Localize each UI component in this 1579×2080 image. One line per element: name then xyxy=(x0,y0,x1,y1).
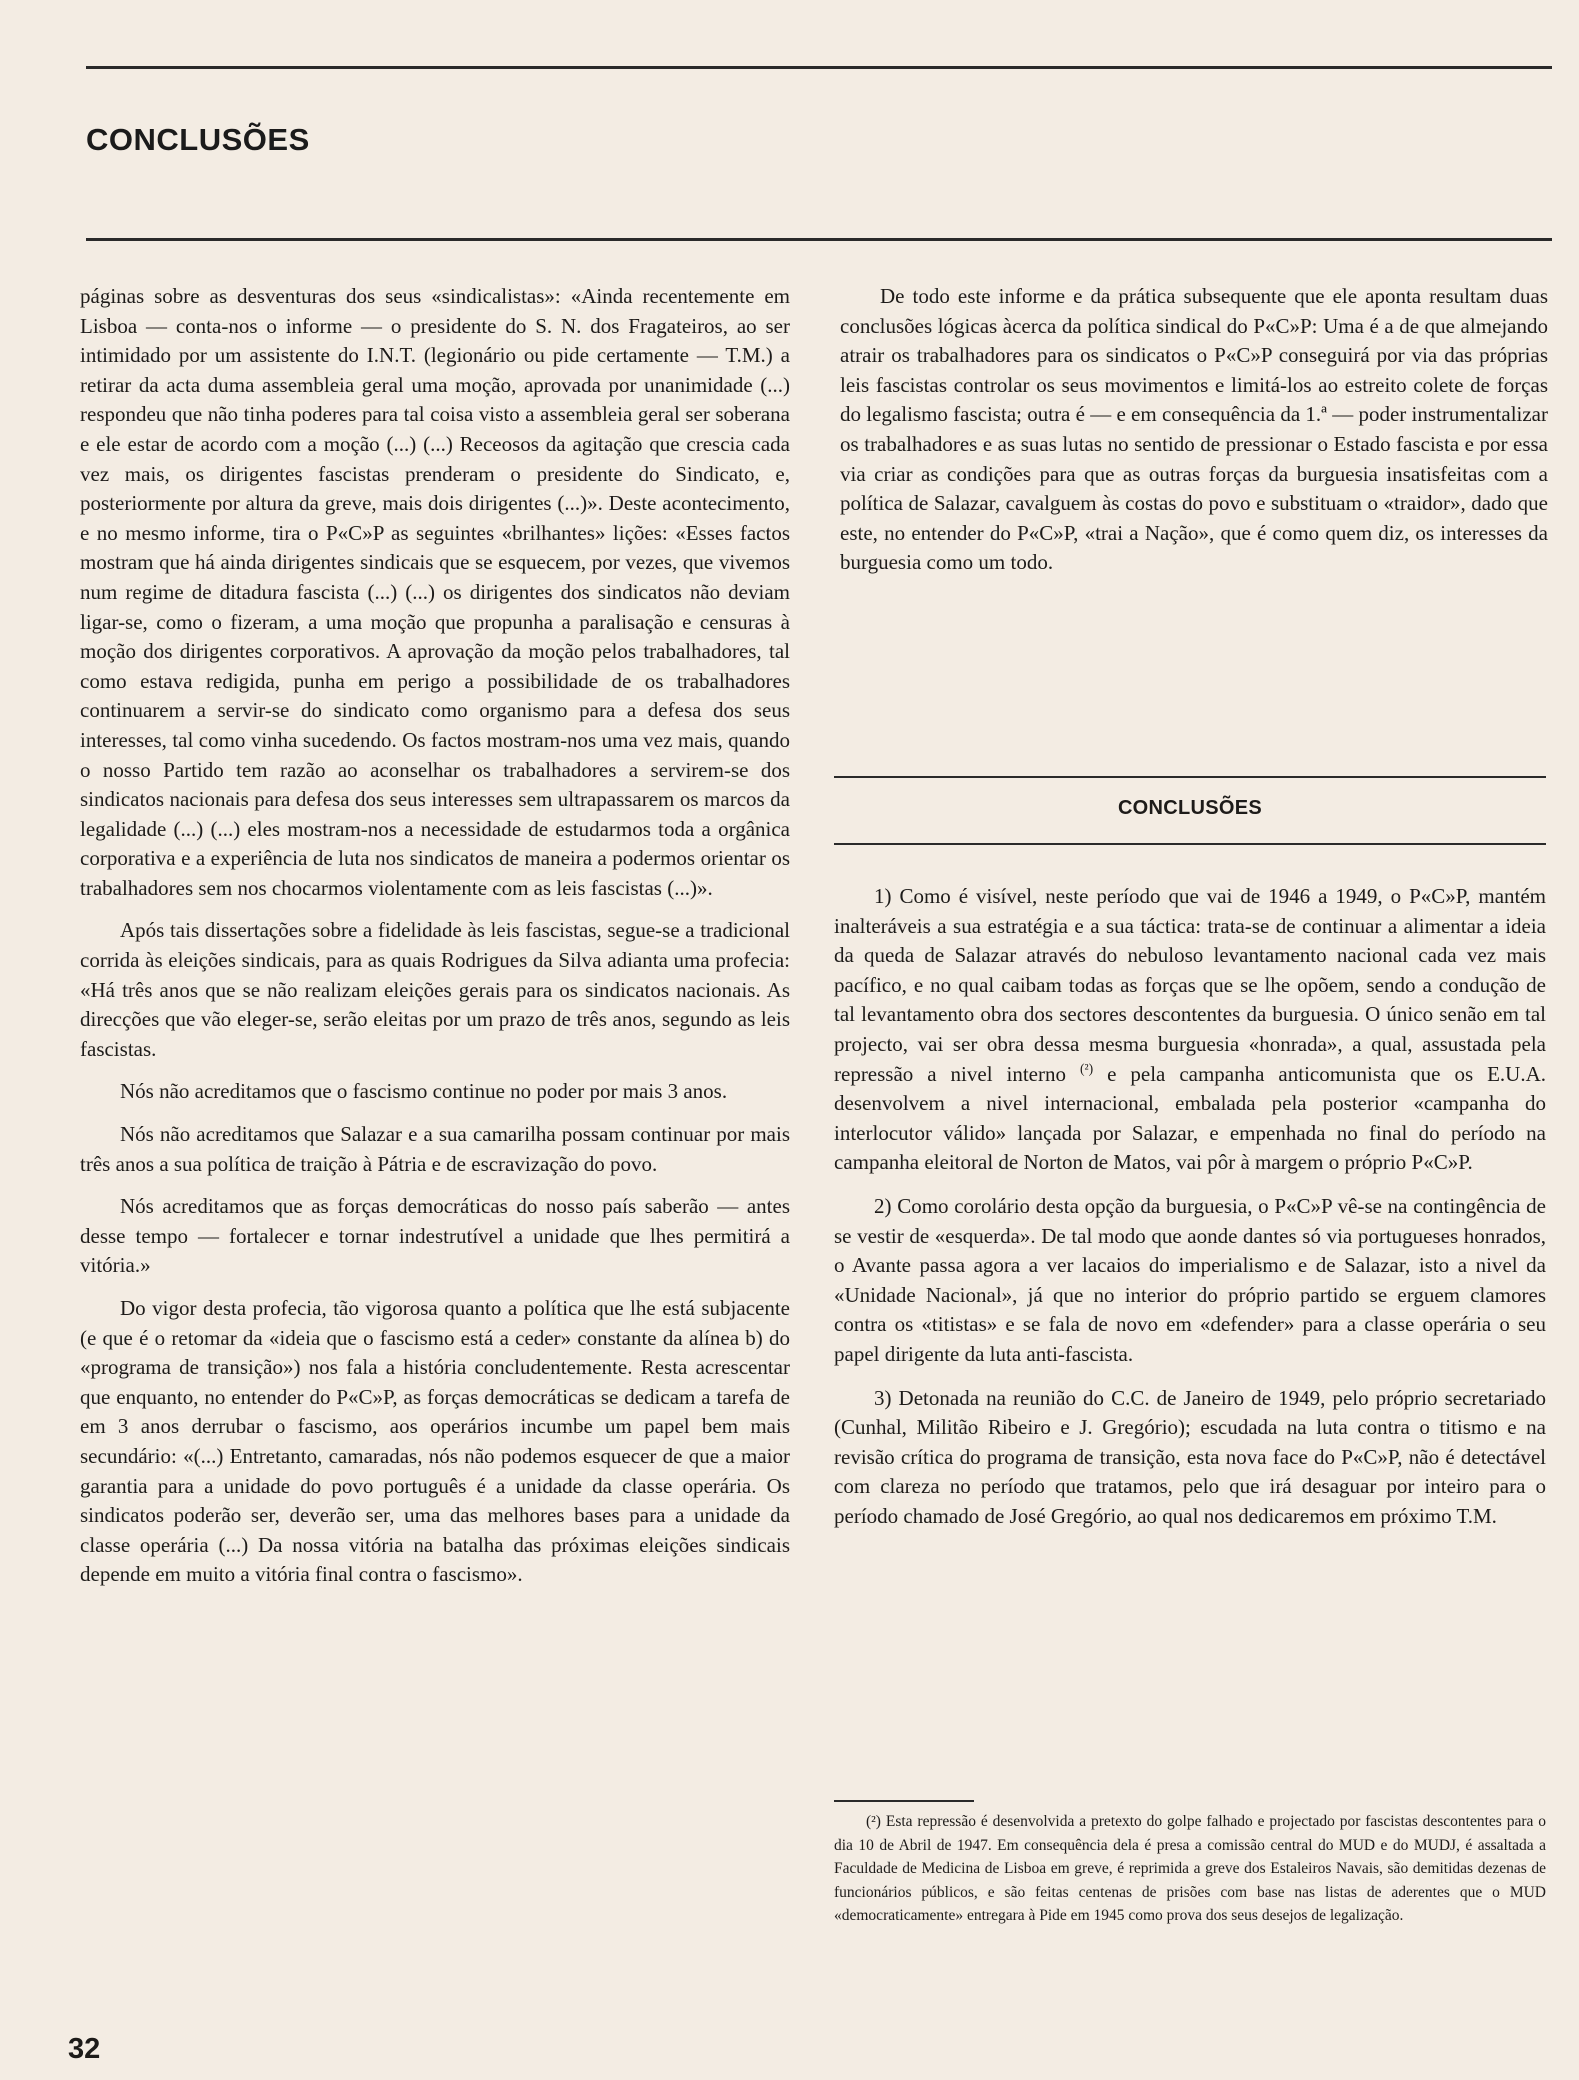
top-rule xyxy=(86,66,1552,69)
list-item: 2) Como corolário desta opção da burguesia, o P«C»P vê-se na contingência de se vestir de «esquerda». De tal modo que aonde dantes só via portugueses honrados, o Avante passa agora a ver lacaios do imperialismo e de Salazar, isto a nivel da «Unidade Nacional», já que no interior do próprio partido se erguem clamores contra os «titistas» e se fala de novo em «defender» para a classe operária o seu papel dirigente da luta anti-fascista. xyxy=(834,1193,1546,1366)
paragraph: Após tais dissertações sobre a fidelidade às leis fascistas, segue-se a tradicional corrida às eleições sindicais, para as quais Rodrigues da Silva adianta uma profecia: «Há três anos que se não realizam eleições gerais para os sindicatos nacionais. As direcções que vão eleger-se, serão eleitas por um prazo de três anos, segundo as leis fascistas. xyxy=(80,918,790,1061)
page-title: CONCLUSÕES xyxy=(86,122,310,157)
conclusions-bottom-rule xyxy=(834,843,1546,845)
paragraph: páginas sobre as desventuras dos seus «sindicalistas»: «Ainda recentemente em Lisboa — conta-nos o informe — o presidente do S. N. dos Fragateiros, ao ser intimidado por um assistente do I.N.T. (legionário ou pide certamente — T.M.) a retirar da acta duma assembleia geral uma moção, aprovada por unanimidade (...) respondeu que não tinha poderes para tal coisa visto a assembleia geral ser soberana e ele estar de acordo com a moção (...) (...) Receosos da agitação que crescia cada vez mais, os dirigentes fascistas prenderam o presidente do Sindicato, e, posteriormente por altura da greve, mais dois dirigentes (...)». Deste acontecimento, e no mesmo informe, tira o P«C»P as seguintes «brilhantes» lições: «Esses factos mostram que há ainda dirigentes sindicais que se esquecem, por vezes, que vivemos num regime de ditadura fascista (...) (...) os dirigentes dos sindicatos não deviam ligar-se, como o fizeram, a uma moção que propunha a paralisação e censuras à moção dos dirigentes corporativos. A aprovação da moção pelos trabalhadores, tal como estava redigida, punha em perigo a possibilidade de os trabalhadores continuarem a servir-se do sindicato como organismo para a defesa dos seus interesses, tal como vinha sucedendo. Os factos mostram-nos uma vez mais, quando o nosso Partido tem razão ao aconselhar os trabalhadores a servirem-se dos sindicatos nacionais para defesa dos seus interesses sem ultrapassarem os marcos da legalidade (...) (...) eles mostram-nos a necessidade de estudarmos toda a orgânica corporativa e a experiência de luta nos sindicatos de maneira a podermos orientar os trabalhadores sem nos chocarmos violentamente com as leis fascistas (...)». xyxy=(80,284,790,900)
paragraph: Nós acreditamos que as forças democráticas do nosso país saberão — antes desse tempo — fortalecer e tornar indestrutível a unidade que lhes permitirá a vitória.» xyxy=(80,1194,790,1278)
conclusions-list xyxy=(834,882,1546,1531)
list-item: 3) Detonada na reunião do C.C. de Janeiro de 1949, pelo próprio secretariado (Cunhal, Militão Ribeiro e J. Gregório); escudada na luta contra o titismo e na revisão crítica do programa de transição, esta nova face do P«C»P, não é detectável com clareza no período que tratamos, pelo que irá desaguar por inteiro para o período chamado de José Gregório, ao qual nos dedicaremos em próximo T.M. xyxy=(834,1385,1546,1528)
page-number: 32 xyxy=(68,2033,101,2065)
paragraph: De todo este informe e da prática subsequente que ele aponta resultam duas conclusões lógicas àcerca da política sindical do P«C»P: Uma é a de que almejando atrair os trabalhadores para os sindicatos o P«C»P conseguirá por via das próprias leis fascistas controlar os seus movimentos e limitá-los ao estreito colete de forças do legalismo fascista; outra é — e em consequência da 1.ª — poder instrumentalizar os trabalhadores e as suas lutas no sentido de pressionar o Estado fascista e por essa via criar as condições para que as outras forças da burguesia insatisfeitas com a política de Salazar, cavalguem às costas do povo e substituam o «traidor», dado que este, no entender do P«C»P, «trai a Nação», que é como quem diz, os interesses da burguesia como um todo. xyxy=(840,284,1548,575)
list-item xyxy=(834,882,1546,1178)
footnote xyxy=(834,1810,1546,1928)
conclusions-top-rule xyxy=(834,776,1546,778)
paragraph: Nós não acreditamos que o fascismo continue no poder por mais 3 anos. xyxy=(120,1079,728,1104)
left-column xyxy=(80,282,790,1590)
conclusions-heading: CONCLUSÕES xyxy=(1117,797,1263,819)
paragraph: Nós não acreditamos que Salazar e a sua camarilha possam continuar por mais três anos a sua política de traição à Pátria e de escravização do povo. xyxy=(80,1122,790,1176)
footnote-rule xyxy=(834,1800,974,1802)
footnote-text: Esta repressão é desenvolvida a pretexto do golpe falhado e projectado por fascistas descontentes para o dia 10 de Abril de 1947. Em consequência dela é presa a comissão central do MUD e do MUDJ, é assaltada a Faculdade de Medicina de Lisboa em greve, é reprimida a greve dos Estaleiros Navais, são demitidas dezenas de funcionários públicos, e são feitas centenas de prisões com base nas listas de aderentes que o MUD «democraticamente» entregara à Pide em 1945 como prova dos seus desejos de legalização. xyxy=(834,1813,1546,1924)
footnote-marker: (²) xyxy=(866,1813,881,1830)
list-item-text: e pela campanha anticomunista que os E.U.A. desenvolvem a nivel internacional, embalada pela posterior «campanha do interlocutor válido» lançada por Salazar, e empenhada no final do período na campanha eleitoral de Norton de Matos, vai pôr à margem o próprio P«C»P. xyxy=(834,1061,1547,1175)
paragraph: Do vigor desta profecia, tão vigorosa quanto a política que lhe está subjacente (e que é o retomar da «ideia que o fascismo está a ceder» constante da alínea b) do «programa de transição») nos fala a história concludentemente. Resta acrescentar que enquanto, no entender do P«C»P, as forças democráticas se dedicam a tarefa de em 3 anos derrubar o fascismo, aos operários incumbe um papel bem mais secundário: «(...) Entretanto, camaradas, nós não podemos esquecer de que a maior garantia para a unidade do povo português é a unidade da classe operária. Os sindicatos poderão ser, deverão ser, uma das melhores bases para a unidade da classe operária (...) Da nossa vitória na batalha das próximas eleições sindicais depende em muito a vitória final contra o fascismo». xyxy=(80,1296,790,1587)
right-column-intro xyxy=(840,282,1548,578)
list-item-text: 1) Como é visível, neste período que vai de 1946 a 1949, o P«C»P, mantém inalteráveis a sua estratégia e a sua táctica: trata-se de continuar a alimentar a ideia da queda de Salazar através do nebuloso levantamento nacional cada vez mais pacífico, e no qual caibam todas as forças que se lhe opõem, sendo a condução de tal levantamento obra dos sectores descontentes da burguesia. O único senão em tal projecto, vai ser obra dessa mesma burguesia «honrada», a qual, assustada pela repressão a nivel interno xyxy=(834,884,1546,1086)
footnote-reference: (²) xyxy=(1079,1060,1094,1076)
header-bottom-rule xyxy=(86,238,1552,241)
